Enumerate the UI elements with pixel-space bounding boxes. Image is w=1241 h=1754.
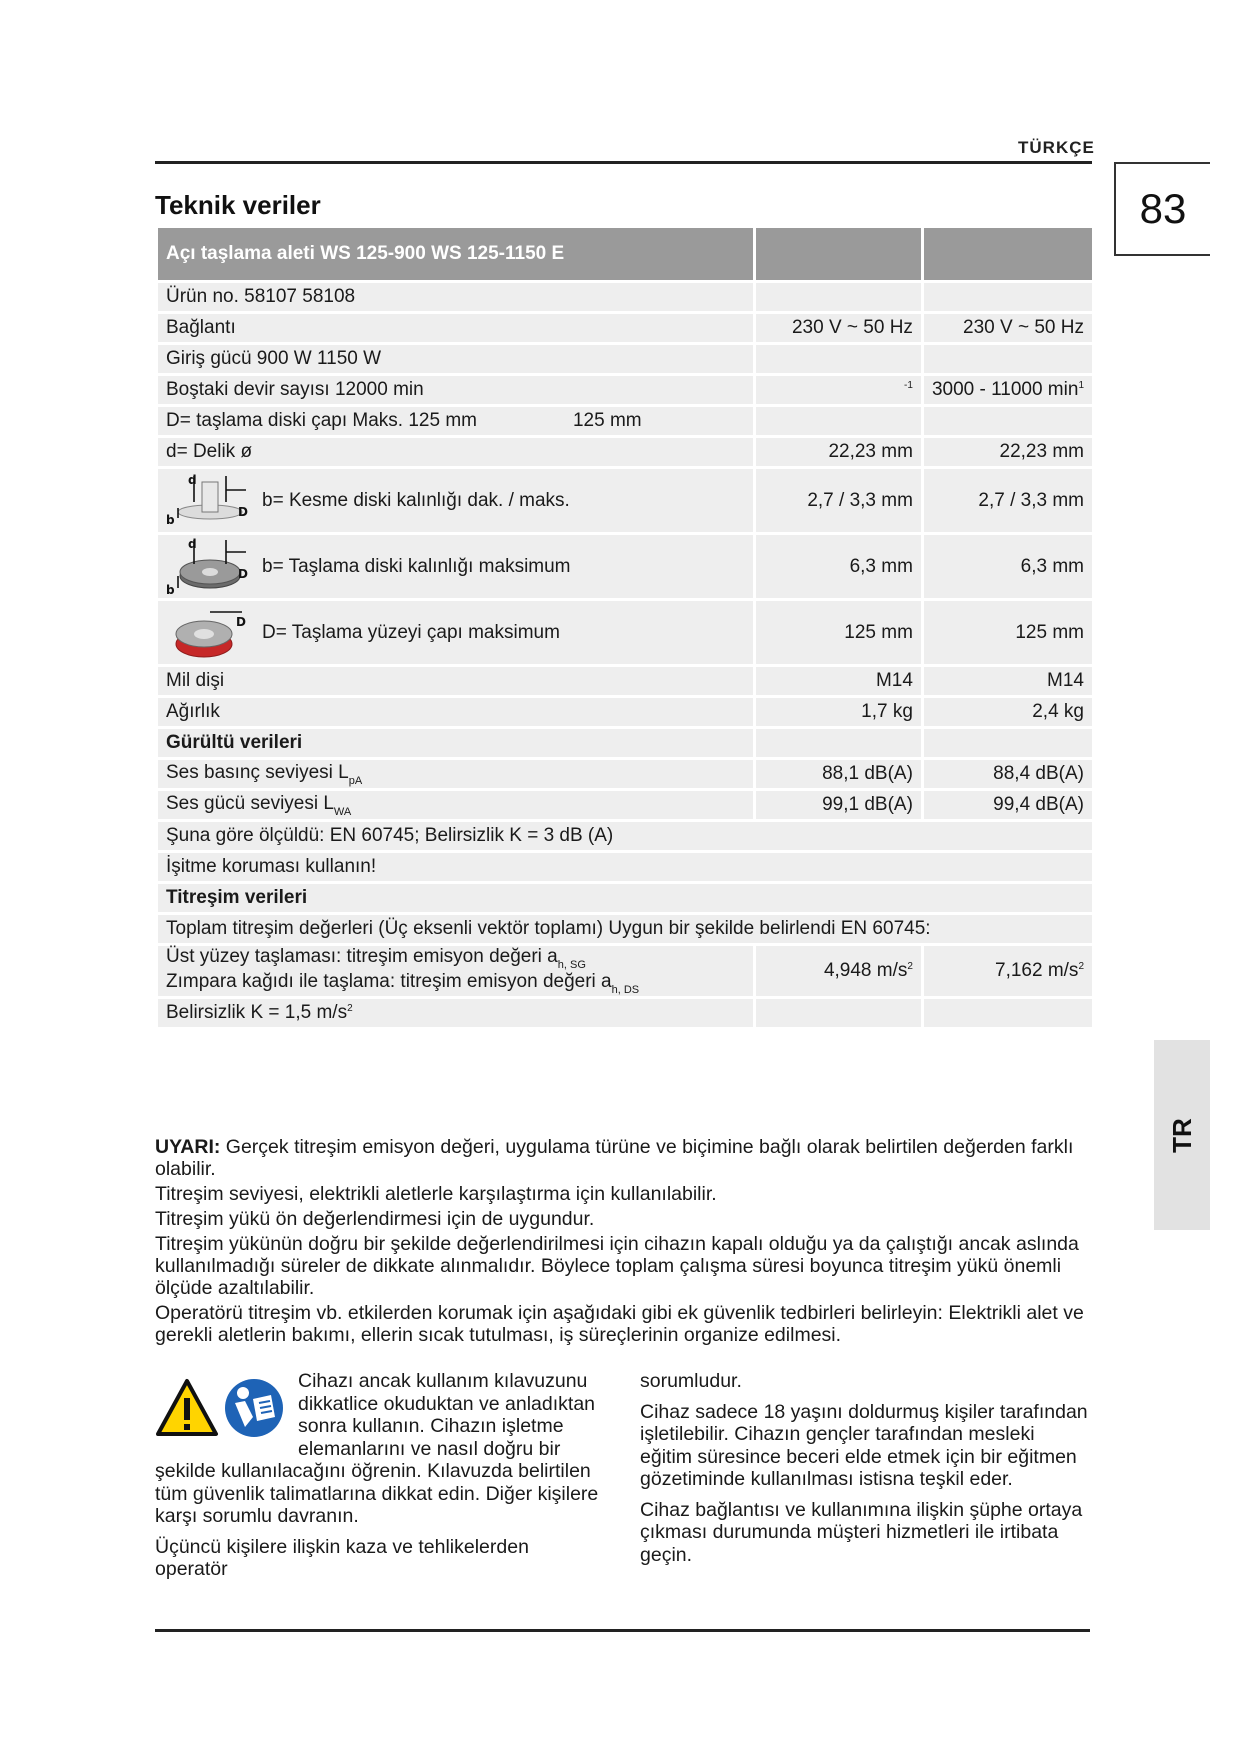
table-header-row (158, 228, 1092, 283)
vibration-sanding-label: Zımpara kağıdı ile taşlama: titreşim emisyon değeri a (166, 971, 612, 992)
grind-thickness-v2: 6,3 mm (921, 535, 1092, 601)
measured-note: Şuna göre ölçüldü: EN 60745; Belirsizlik K = 3 dB (A) (158, 822, 1092, 853)
table-row (158, 438, 1092, 469)
table-row (158, 946, 1092, 999)
surface-diameter-v1: 125 mm (753, 601, 921, 667)
technical-data-table (158, 228, 1092, 1030)
vibration-v2: 7,162 m/s (995, 960, 1079, 981)
table-row (158, 884, 1092, 915)
svg-text:D: D (238, 566, 248, 581)
table-header-col2 (753, 228, 921, 283)
surface-diameter-v2: 125 mm (921, 601, 1092, 667)
idle-speed-v2-sup: 1 (1078, 380, 1084, 391)
product-no: Ürün no. 58107 58108 (158, 283, 753, 314)
idle-speed-v2: 3000 - 11000 min (931, 379, 1079, 400)
vibration-total: Toplam titreşim değerleri (Üç eksenli vektör toplamı) Uygun bir şekilde belirlendi EN 60745: (158, 915, 1092, 946)
table-row (158, 345, 1092, 376)
connection-v2: 230 V ~ 50 Hz (921, 314, 1092, 345)
cut-thickness-v2: 2,7 / 3,3 mm (921, 469, 1092, 535)
spindle-label: Mil dişi (158, 667, 753, 698)
table-row (158, 376, 1092, 407)
svg-text:b: b (166, 512, 175, 527)
hearing-note: İşitme koruması kullanın! (158, 853, 1092, 884)
vibration-surface-sub: h, SG (557, 959, 586, 971)
section-title: Teknik veriler (155, 190, 321, 220)
table-row (158, 791, 1092, 822)
sanding-disc-icon (166, 604, 254, 662)
vibration-heading: Titreşim verileri (158, 884, 1092, 915)
cutting-disc-icon (166, 472, 254, 530)
warning-text-2: Titreşim seviyesi, elektrikli aletlerle karşılaştırma için kullanılabilir. (155, 1183, 717, 1205)
cut-thickness-label: b= Kesme diski kalınlığı dak. / maks. (262, 489, 570, 511)
warning-label: UYARI: (155, 1136, 221, 1158)
sound-pressure-v2: 88,4 dB(A) (921, 760, 1092, 791)
table-row (158, 822, 1092, 853)
hole-v1: 22,23 mm (753, 438, 921, 469)
table-row (158, 999, 1092, 1030)
weight-v2: 2,4 kg (921, 698, 1092, 729)
table-row (158, 915, 1092, 946)
table-row (158, 698, 1092, 729)
sound-pressure-v1: 88,1 dB(A) (753, 760, 921, 791)
safety-right-p3: Cihaz bağlantısı ve kullanımına ilişkin şüphe ortaya çıkması durumunda müşteri hizmetleri ile irtibata geçin. (640, 1498, 1083, 1566)
language-tab-label: TR (1166, 1117, 1197, 1153)
vibration-v2-sup: 2 (1078, 961, 1084, 972)
table-row (158, 283, 1092, 314)
surface-diameter-label: D= Taşlama yüzeyi çapı maksimum (262, 621, 560, 643)
weight-v1: 1,7 kg (753, 698, 921, 729)
read-manual-icon (223, 1377, 285, 1439)
cut-thickness-v1: 2,7 / 3,3 mm (753, 469, 921, 535)
uncertainty-sup: 2 (347, 1003, 353, 1014)
hole-v2: 22,23 mm (921, 438, 1092, 469)
page-number: 83 (1114, 162, 1210, 256)
table-row (158, 535, 1092, 601)
safety-left-p2: Üçüncü kişilere ilişkin kaza ve tehlikelerden operatör (155, 1535, 529, 1580)
table-row (158, 667, 1092, 698)
warning-text-5: Operatörü titreşim vb. etkilerden korumak için aşağıdaki gibi ek güvenlik tedbirleri belirleyin: Elektrikli alet ve gerekli aletlerin bakımı, ellerin sıcak tutulması, iş süreçlerinin organize edilmesi. (155, 1302, 1084, 1346)
connection-v1: 230 V ~ 50 Hz (753, 314, 921, 345)
warning-text-4: Titreşim yükünün doğru bir şekilde değerlendirilmesi için cihazın kapalı olduğu ya da çalıştığı ancak aslında kullanılmadığı süreler de dikkate alınmalıdır. Böylece toplam çalışma süresi boyunca titreşim yükü önemli ölçüde azaltılabilir. (155, 1233, 1079, 1299)
input-power: Giriş gücü 900 W 1150 W (158, 345, 753, 376)
sound-power-sub: WA (333, 805, 352, 818)
table-row (158, 760, 1092, 791)
uncertainty-label: Belirsizlik K = 1,5 m/s (166, 1002, 348, 1023)
safety-right-p1: sorumludur. (640, 1370, 742, 1392)
svg-text:D: D (236, 614, 246, 629)
table-header-col3 (921, 228, 1092, 283)
spindle-v1: M14 (753, 667, 921, 698)
noise-heading: Gürültü verileri (158, 729, 753, 760)
language-tab (1154, 1040, 1210, 1230)
spindle-v2: M14 (921, 667, 1092, 698)
table-row (158, 729, 1092, 760)
hole-label: d= Delik ø (158, 438, 753, 469)
svg-text:d: d (188, 537, 197, 551)
disc-diameter-inline-value: 125 mm (572, 410, 642, 431)
safety-icons (155, 1373, 290, 1443)
warning-text-1: Gerçek titreşim emisyon değeri, uygulama türüne ve biçimine bağlı olarak belirtilen değerden farklı olabilir. (155, 1136, 1074, 1180)
vibration-surface-label: Üst yüzey taşlaması: titreşim emisyon değeri a (166, 946, 558, 967)
safety-right-p2: Cihaz sadece 18 yaşını doldurmuş kişiler tarafından işletilebilir. Cihazın gençler tarafından mesleki eğitim süresince beceri elde etmek için bir eğitmen gözetiminde kullanılması istisna teşkil eder. (640, 1400, 1088, 1490)
sound-power-v2: 99,4 dB(A) (921, 791, 1092, 822)
sound-pressure-label: Ses basınç seviyesi L (166, 761, 349, 783)
disc-diameter-label: D= taşlama diski çapı Maks. 125 mm (166, 410, 477, 431)
svg-text:D: D (238, 504, 248, 519)
vibration-v1-sup: 2 (907, 961, 913, 972)
warning-block (155, 1136, 1090, 1349)
svg-text:d: d (188, 472, 197, 487)
weight-label: Ağırlık (158, 698, 753, 729)
top-divider (155, 161, 1092, 164)
table-row (158, 469, 1092, 535)
grind-thickness-label: b= Taşlama diski kalınlığı maksimum (262, 555, 571, 577)
table-row (158, 853, 1092, 884)
grind-thickness-v1: 6,3 mm (753, 535, 921, 601)
grinding-disc-icon (166, 538, 254, 596)
safety-left-column (155, 1370, 600, 1589)
warning-triangle-icon (155, 1378, 219, 1438)
vibration-v1: 4,948 m/s (823, 960, 908, 981)
svg-text:b: b (166, 582, 175, 596)
language-header: TÜRKÇE (1018, 138, 1095, 157)
connection-label: Bağlantı (158, 314, 753, 345)
safety-right-column (640, 1370, 1090, 1574)
safety-left-p1: Cihazı ancak kullanım kılavuzunu dikkatlice okuduktan ve anladıktan sonra kullanın. Cihazın işletme elemanlarını ve nasıl doğru bir şekilde kullanılacağını öğrenin. Kılavuzda belirtilen tüm güvenlik talimatlarına dikkat edin. Diğer kişilere karşı sorumlu davranın. (155, 1370, 599, 1527)
idle-speed-v1-sup: -1 (904, 380, 913, 391)
vibration-sanding-sub: h, DS (611, 984, 640, 996)
sound-power-label: Ses gücü seviyesi L (166, 792, 334, 814)
table-row (158, 407, 1092, 438)
bottom-divider (155, 1629, 1090, 1632)
idle-speed-label: Boştaki devir sayısı 12000 min (158, 376, 753, 407)
sound-pressure-sub: pA (348, 774, 363, 787)
sound-power-v1: 99,1 dB(A) (753, 791, 921, 822)
table-row (158, 314, 1092, 345)
warning-text-3: Titreşim yükü ön değerlendirmesi için de uygundur. (155, 1208, 595, 1230)
table-header: Açı taşlama aleti WS 125-900 WS 125-1150 E (158, 228, 753, 283)
table-row (158, 601, 1092, 667)
